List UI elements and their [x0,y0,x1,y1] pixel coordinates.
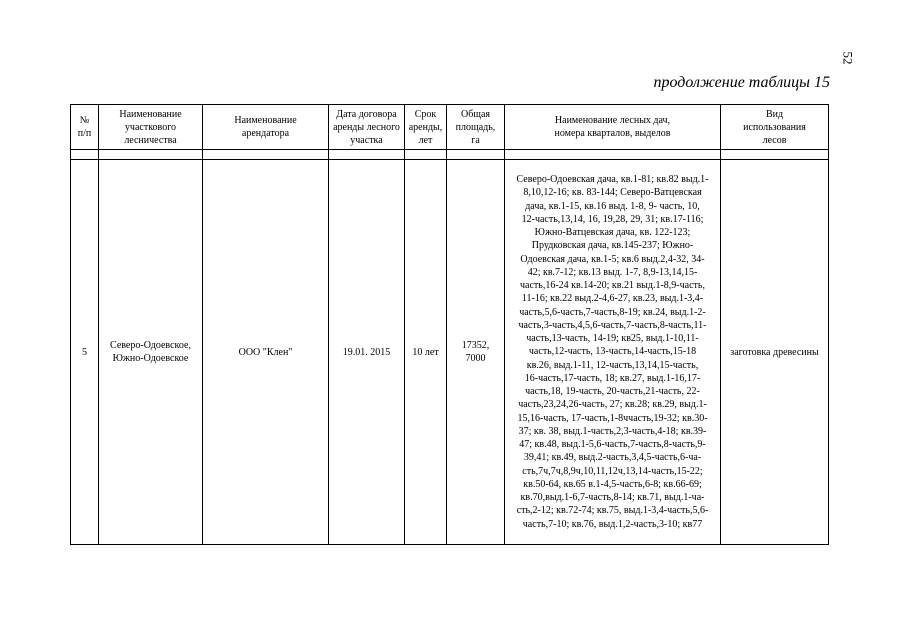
dacha-line: кв.26, выд.1-11, 12-часть,13,14,15-часть, [526,359,699,371]
dacha-line: Южно-Ватцевская дача, кв. 122-123; [534,227,691,239]
dacha-line: Одоевская дача, кв.1-5; кв.6 выд.2,4-32, 34- [520,253,705,265]
dacha-line: 42; кв.7-12; кв.13 выд. 1-7, 8,9-13,14,15- [527,266,698,278]
table-header-row [71,105,829,150]
area-line: 7000 [465,353,486,364]
dacha-line: кв.50-64, кв.65 в.1-4,5-часть,6-8; кв.66-69; [523,478,702,490]
dacha-line: часть,16-24 кв.14-20; кв.21 выд.1-8,9-часть, [520,280,705,292]
dacha-line: часть,12-часть, 13-часть,14-часть,15-18 [528,346,697,358]
dacha-line: сть,7ч,7ч,8,9ч,10,11,12ч,13,14-часть,15-22; [522,465,703,477]
cell-dachas [505,160,721,545]
cell-area [447,160,505,545]
forestry-line: Северо-Одоевское, [110,340,191,351]
cell-use-type: заготовка древесины [721,160,829,545]
header-tenant: Наименование арендатора [203,105,329,150]
table-spacer-row [71,150,829,160]
page-number: 52 [840,51,856,65]
cell-forestry [99,160,203,545]
header-use-type: Вид использования лесов [721,105,829,150]
header-term: Срок аренды, лет [405,105,447,150]
table-continuation-caption: продолжение таблицы 15 [653,74,830,91]
dacha-line: дача, кв.1-15, кв.16 выд. 1-8, 9- часть, 10, [525,200,700,212]
header-number: № п/п [71,105,99,150]
header-contract-date: Дата договора аренды лесного участка [329,105,405,150]
dacha-line: 39,41; кв.49, выд.2-часть,3,4,5-часть,6-ча- [523,452,702,464]
cell-tenant: ООО "Клен" [203,160,329,545]
header-forestry: Наименование участкового лесничества [99,105,203,150]
dacha-line: 11-16; кв.22 выд.2-4,6-27, кв.23, выд.1-3,4- [521,293,704,305]
dacha-line: 15,16-часть, 17-часть,1-8ччасть,19-32; кв.30- [517,412,708,424]
cell-term: 10 лет [405,160,447,545]
dacha-line: часть,18, 19-часть, 20-часть,21-часть, 22- [525,386,700,398]
dacha-line: 47; кв.48, выд.1-5,6-часть,7-часть,8-часть,9- [519,439,706,451]
dacha-line: часть,13-часть, 14-19; кв25, выд.1-10,11- [526,333,699,345]
dacha-line: часть,7-10; кв.76, выд.1,2-часть,3-10; кв77 [522,518,703,530]
forestry-line: Южно-Одоевское [112,353,189,364]
area-line: 17352, [461,340,490,351]
dacha-line: 12-часть,13,14, 16, 19,28, 29, 31; кв.17-116; [521,213,704,225]
table-row [71,160,829,545]
header-dachas: Наименование лесных дач, номера кварталов, выделов [505,105,721,150]
dacha-line: часть,3-часть,4,5,6-часть,7-часть,8-часть,11- [518,319,707,331]
lease-table [70,104,829,545]
cell-number: 5 [71,160,99,545]
header-area: Общая площадь, га [447,105,505,150]
dacha-line: часть,23,24,26-часть, 27; кв.28; кв.29, выд.1- [518,399,707,411]
dacha-line: сть,2-12; кв.72-74; кв.75, выд.1-3,4-часть,5,6- [516,505,709,517]
dacha-line: кв.70,выд.1-6,7-часть,8-14; кв.71, выд.1-ча- [520,492,705,504]
dacha-line: 8,10,12-16; кв. 83-144; Северо-Ватцевская [523,187,702,199]
cell-contract-date: 19.01. 2015 [329,160,405,545]
dacha-line: Северо-Одоевская дача, кв.1-81; кв.82 выд.1- [516,174,709,186]
dacha-line: 37; кв. 38, выд.1-часть,2,3-часть,4-18; кв.39- [518,425,707,437]
dacha-line: 16-часть,17-часть, 18; кв.27, выд.1-16,17- [524,372,701,384]
dacha-line: Прудковская дача, кв.145-237; Южно- [531,240,694,252]
dacha-line: часть,5,6-часть,7-часть,8-19; кв.24, выд.1-2- [519,306,706,318]
